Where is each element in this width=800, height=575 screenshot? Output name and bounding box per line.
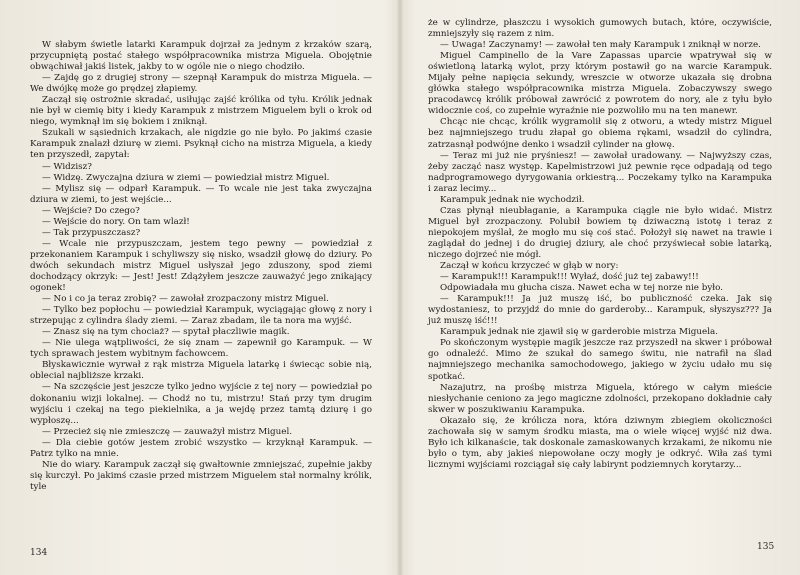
paragraph: — Dla ciebie gotów jestem zrobić wszystko — krzyknął Karampuk. — Patrz tylko na mnie. [30,437,372,459]
book-gutter [397,0,403,575]
paragraph: — Wcale nie przypuszczam, jestem tego pewny — powiedział z przekonaniem Karampuk i schyliwszy się nisko, wsadził głowę do dziury. Po dwóch sekundach mistrz Miguel usłyszał jego zduszony, spod ziemi dochodzący okrzyk: — Jest! Jest! Zdążyłem jeszcze zauważyć jego znikający ogonek! [30,238,372,294]
paragraph: Błyskawicznie wyrwał z rąk mistrza Miguela latarkę i świecąc sobie nią, oblecial najbliższe krzaki. [30,360,372,382]
paragraph: Po skończonym występie magik jeszcze raz przyszedł na skwer i próbował go odnaleźć. Mimo że szukał do samego świtu, nie natrafił na ślad najmniejszego mechanika samochodowego, jakiego w życiu udało mu się spotkać. [428,338,772,382]
paragraph: — Przecież się nie zmieszczę — zauważył mistrz Miguel. [42,426,293,437]
paragraph: Chcąc nie chcąc, królik wygramolił się z otworu, a wtedy mistrz Miguel bez najmniejszego trudu złapał go obiema rękami, wsadził do cylindra, zatrzasnął podwójne denko i wsadził cylinder na głowę. [428,117,772,150]
paragraph: — Widzę. Zwyczajna dziura w ziemi — powiedział mistrz Miguel. [42,172,330,183]
paragraph: Okazało się, że królicza nora, która dziwnym zbiegiem okoliczności zachowała się w samym środku miasta, ma o wiele więcej wyjść niż dwa. Było ich kilkanaście, tak doskonale zamaskowanych krzakami, że nikomu nie było o tym, aby jakieś niepowołane oczy mogły je odkryć. Wiła zaś tymi licznymi wyjściami rozciągał się cały labirynt podziemnych korytarzy... [428,415,772,470]
paragraph: — Karampuk!!! Ja już muszę iść, bo publiczność czeka. Jak się wydostaniesz, to przyjdź do mnie do garderoby... Karampuk, słyszysz??? Ja już muszę iść!!! [428,294,772,327]
paragraph: Szukali w sąsiednich krzakach, ale nigdzie go nie było. Po jakimś czasie Karampuk znalazł dziurę w ziemi. Psyknął cicho na mistrza Miguela, a kiedy ten przyszedł, zapytał: [30,128,372,161]
paragraph: Miguel Campinello de la Vare Zapassas uparcie wpatrywał się w oświetloną latarką wylot, przy którym postawił go na warcie Karampuk. Mijały pełne napięcia sekundy, wreszcie w otworze ukazała się drobna główka stałego współpracownika mistrza Miguela. Zobaczywszy swego pracodawcę królik próbował zawrócić z powrotem do nory, ale z tyłu było widocznie coś, co zupełnie wyraźnie nie pozwoliło mu na ten manewr. [428,51,772,117]
paragraph: Karampuk jednak nie wychodził. [440,194,585,205]
paragraph: — Karampuk!!! Karampuk!!! Wyłaź, dość już tej zabawy!!! [440,272,699,283]
left-page [30,40,372,493]
paragraph: — Widzisz? [42,161,92,172]
paragraph: — Wejście do nory. On tam wlazł! [42,216,190,227]
paragraph: — No i co ja teraz zrobię? — zawołał zrozpaczony mistrz Miguel. [42,294,329,305]
paragraph: — Zajdę go z drugiej strony — szepnął Karampuk do mistrza Miguela. — We dwójkę może go prędzej złapiemy. [30,73,372,95]
paragraph: — Tak przypuszczasz? [42,227,141,238]
paragraph: — Znasz się na tym chociaż? — spytał płaczliwie magik. [42,327,290,338]
paragraph: Odpowiadała mu głucha cisza. Nawet echa w tej norze nie było. [440,283,724,294]
right-page [428,18,772,471]
paragraph: Zaczął się ostrożnie skradać, usiłując zajść królika od tyłu. Królik jednak nie był w ciemię bity i kiedy Karampuk z mistrzem Miguelem byli o krok od niego, wymknął im się bokiem i zniknął. [30,95,372,128]
paragraph: — Wejście? Do czego? [42,205,140,216]
paragraph: — Uwaga! Zaczynamy! — zawołał ten mały Karampuk i zniknął w norze. [440,40,761,51]
paragraph: Karampuk jednak nie zjawił się w garderobie mistrza Miguela. [440,327,719,338]
paragraph: Czas płynął nieubłaganie, a Karampuka ciągle nie było widać. Mistrz Miguel był zrozpaczony. Polubił bowiem tę dziwaczną istotę i teraz z niepokojem myślał, że mogło mu się coś stać. Położył się nawet na trawie i zaglądał do jednej i do drugiej dziury, ale choć przyświecał sobie latarką, niczego dojrzeć nie mógł. [428,205,772,260]
paragraph: Nazajutrz, na prośbę mistrza Miguela, którego w całym mieście niesłychanie ceniono za jego magiczne zdolności, przekopano dokładnie cały skwer w poszukiwaniu Karampuka. [428,382,772,415]
paragraph: Zaczął w końcu krzyczeć w głąb w nory: [440,261,619,272]
paragraph: — Na szczęście jest jeszcze tylko jedno wyjście z tej nory — powiedział po dokonaniu wizji lokalnej. — Chodź no tu, mistrzu! Stań przy tym drugim wyjściu i czekaj na tego piekielnika, a ja wejdę przez tamtą dziurę i go wypłoszę... [30,382,372,426]
paragraph: — Tylko bez popłochu — powiedział Karampuk, wyciągając głowę z nory i strzepując z cylindra ślady ziemi. — Zaraz zbadam, ile ta nora ma wyjść. [30,305,372,327]
paragraph: — Mylisz się — odparł Karampuk. — To wcale nie jest taka zwyczajna dziura w ziemi, to jest wejście... [30,183,372,205]
paragraph-continuation: że w cylindrze, płaszczu i wysokich gumowych butach, które, oczywiście, zmniejszyły się razem z nim. [428,18,772,40]
paragraph: — Nie ulega wątpliwości, że się znam — zapewnił go Karampuk. — W tych sprawach jestem wybitnym fachowcem. [30,338,372,360]
paragraph: Nie do wiary. Karampuk zaczął się gwałtownie zmniejszać, zupełnie jakby się kurczył. Po jakimś czasie przed mistrzem Miguelem stał normalny królik, tyle [30,459,372,492]
page-number-left: 134 [30,548,48,558]
page-number-right: 135 [757,542,775,552]
paragraph: — Teraz mi już nie pryśniesz! — zawołał uradowany. — Najwyższy czas, żeby zacząć nasz występ. Kapelmistrzowi już pewnie ręce odpadają od tego nadprogramowego dyrygowania orkiestrą... Poczekamy tylko na Karampuka i zaraz lecimy... [428,150,772,194]
paragraph: W słabym świetle latarki Karampuk dojrzał za jednym z krzaków szarą, przycupniętą postać stałego współpracownika mistrza Miguela. Obojętnie obwąchiwał jakiś listek, jakby to w ogóle nie o niego chodziło. [30,40,372,73]
